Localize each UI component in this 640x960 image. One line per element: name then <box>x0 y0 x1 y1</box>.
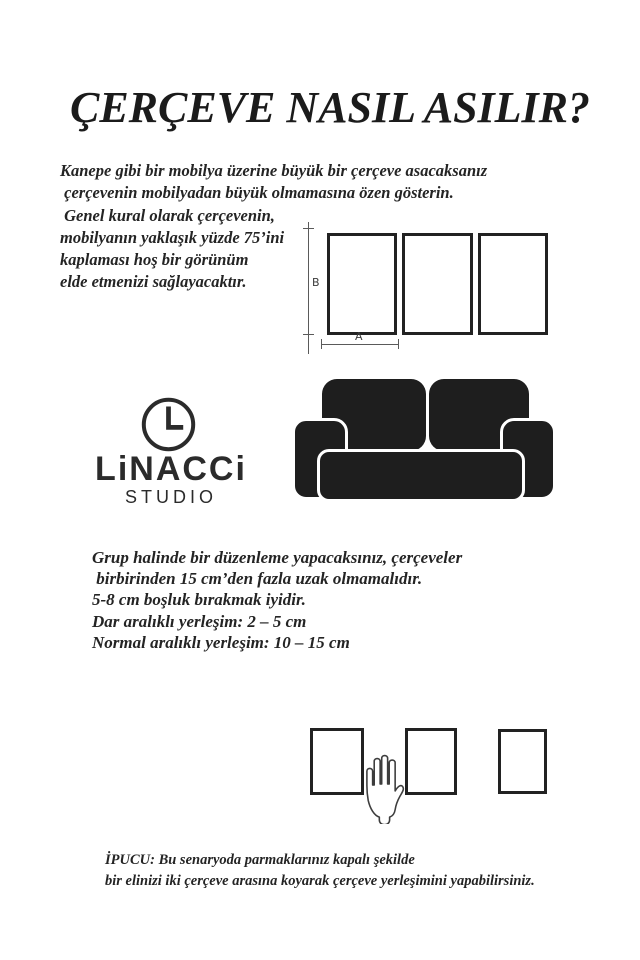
intro-line: mobilyanın yaklaşık yüzde 75’ini <box>60 227 285 247</box>
grouping-line: 5-8 cm boşluk bırakmak iyidir. <box>92 590 306 610</box>
grouping-paragraph <box>92 547 462 653</box>
tip-line: bir elinizi iki çerçeve arasına koyarak çerçeve yerleşimini yapabilirsiniz. <box>105 873 535 889</box>
grouping-line: birbirinden 15 cm’den fazla uzak olmamalıdır. <box>92 569 423 589</box>
bottom-diagram-frame-2 <box>405 728 457 795</box>
sofa-illustration <box>292 376 556 503</box>
intro-line: kaplaması hoş bir görünüm <box>60 250 249 270</box>
logo-subtitle: STUDIO <box>124 487 217 507</box>
intro-line: Genel kural olarak çerçevenin, <box>60 205 275 225</box>
bottom-diagram-frame-3 <box>498 729 547 794</box>
width-dimension-tick-left <box>321 339 322 349</box>
grouping-line: Normal aralıklı yerleşim: 10 – 15 cm <box>92 632 350 652</box>
bottom-diagram-frame-1 <box>310 728 364 795</box>
hand-icon <box>359 745 406 824</box>
height-dimension-tick-bottom <box>303 334 314 335</box>
width-dimension-line <box>321 344 399 345</box>
intro-line: çerçevenin mobilyadan büyük olmamasına özen gösterin. <box>60 183 454 203</box>
tip-paragraph <box>105 850 535 892</box>
intro-line: elde etmenizi sağlayacaktır. <box>60 272 247 292</box>
intro-line: Kanepe gibi bir mobilya üzerine büyük bir çerçeve asacaksanız <box>60 161 488 180</box>
height-dimension-label: B <box>312 276 320 289</box>
page-title: ÇERÇEVE NASIL ASILIR? <box>69 83 591 132</box>
top-diagram-frame-1 <box>327 233 397 335</box>
logo-wordmark: LiNACCi <box>95 450 247 488</box>
top-diagram-frame-3 <box>478 233 548 335</box>
grouping-line: Grup halinde bir düzenleme yapacaksınız, çerçeveler <box>92 548 463 567</box>
height-dimension-tick-top <box>303 228 314 229</box>
top-diagram-frame-2 <box>402 233 473 335</box>
sofa-seat-cushion <box>317 449 525 502</box>
tip-line: İPUCU: Bu senaryoda parmaklarınız kapalı şekilde <box>105 852 415 868</box>
width-dimension-tick-right <box>398 339 399 349</box>
grouping-line: Dar aralıklı yerleşim: 2 – 5 cm <box>92 611 307 631</box>
width-dimension-label: A <box>355 330 363 343</box>
clock-logo-icon <box>140 396 197 453</box>
